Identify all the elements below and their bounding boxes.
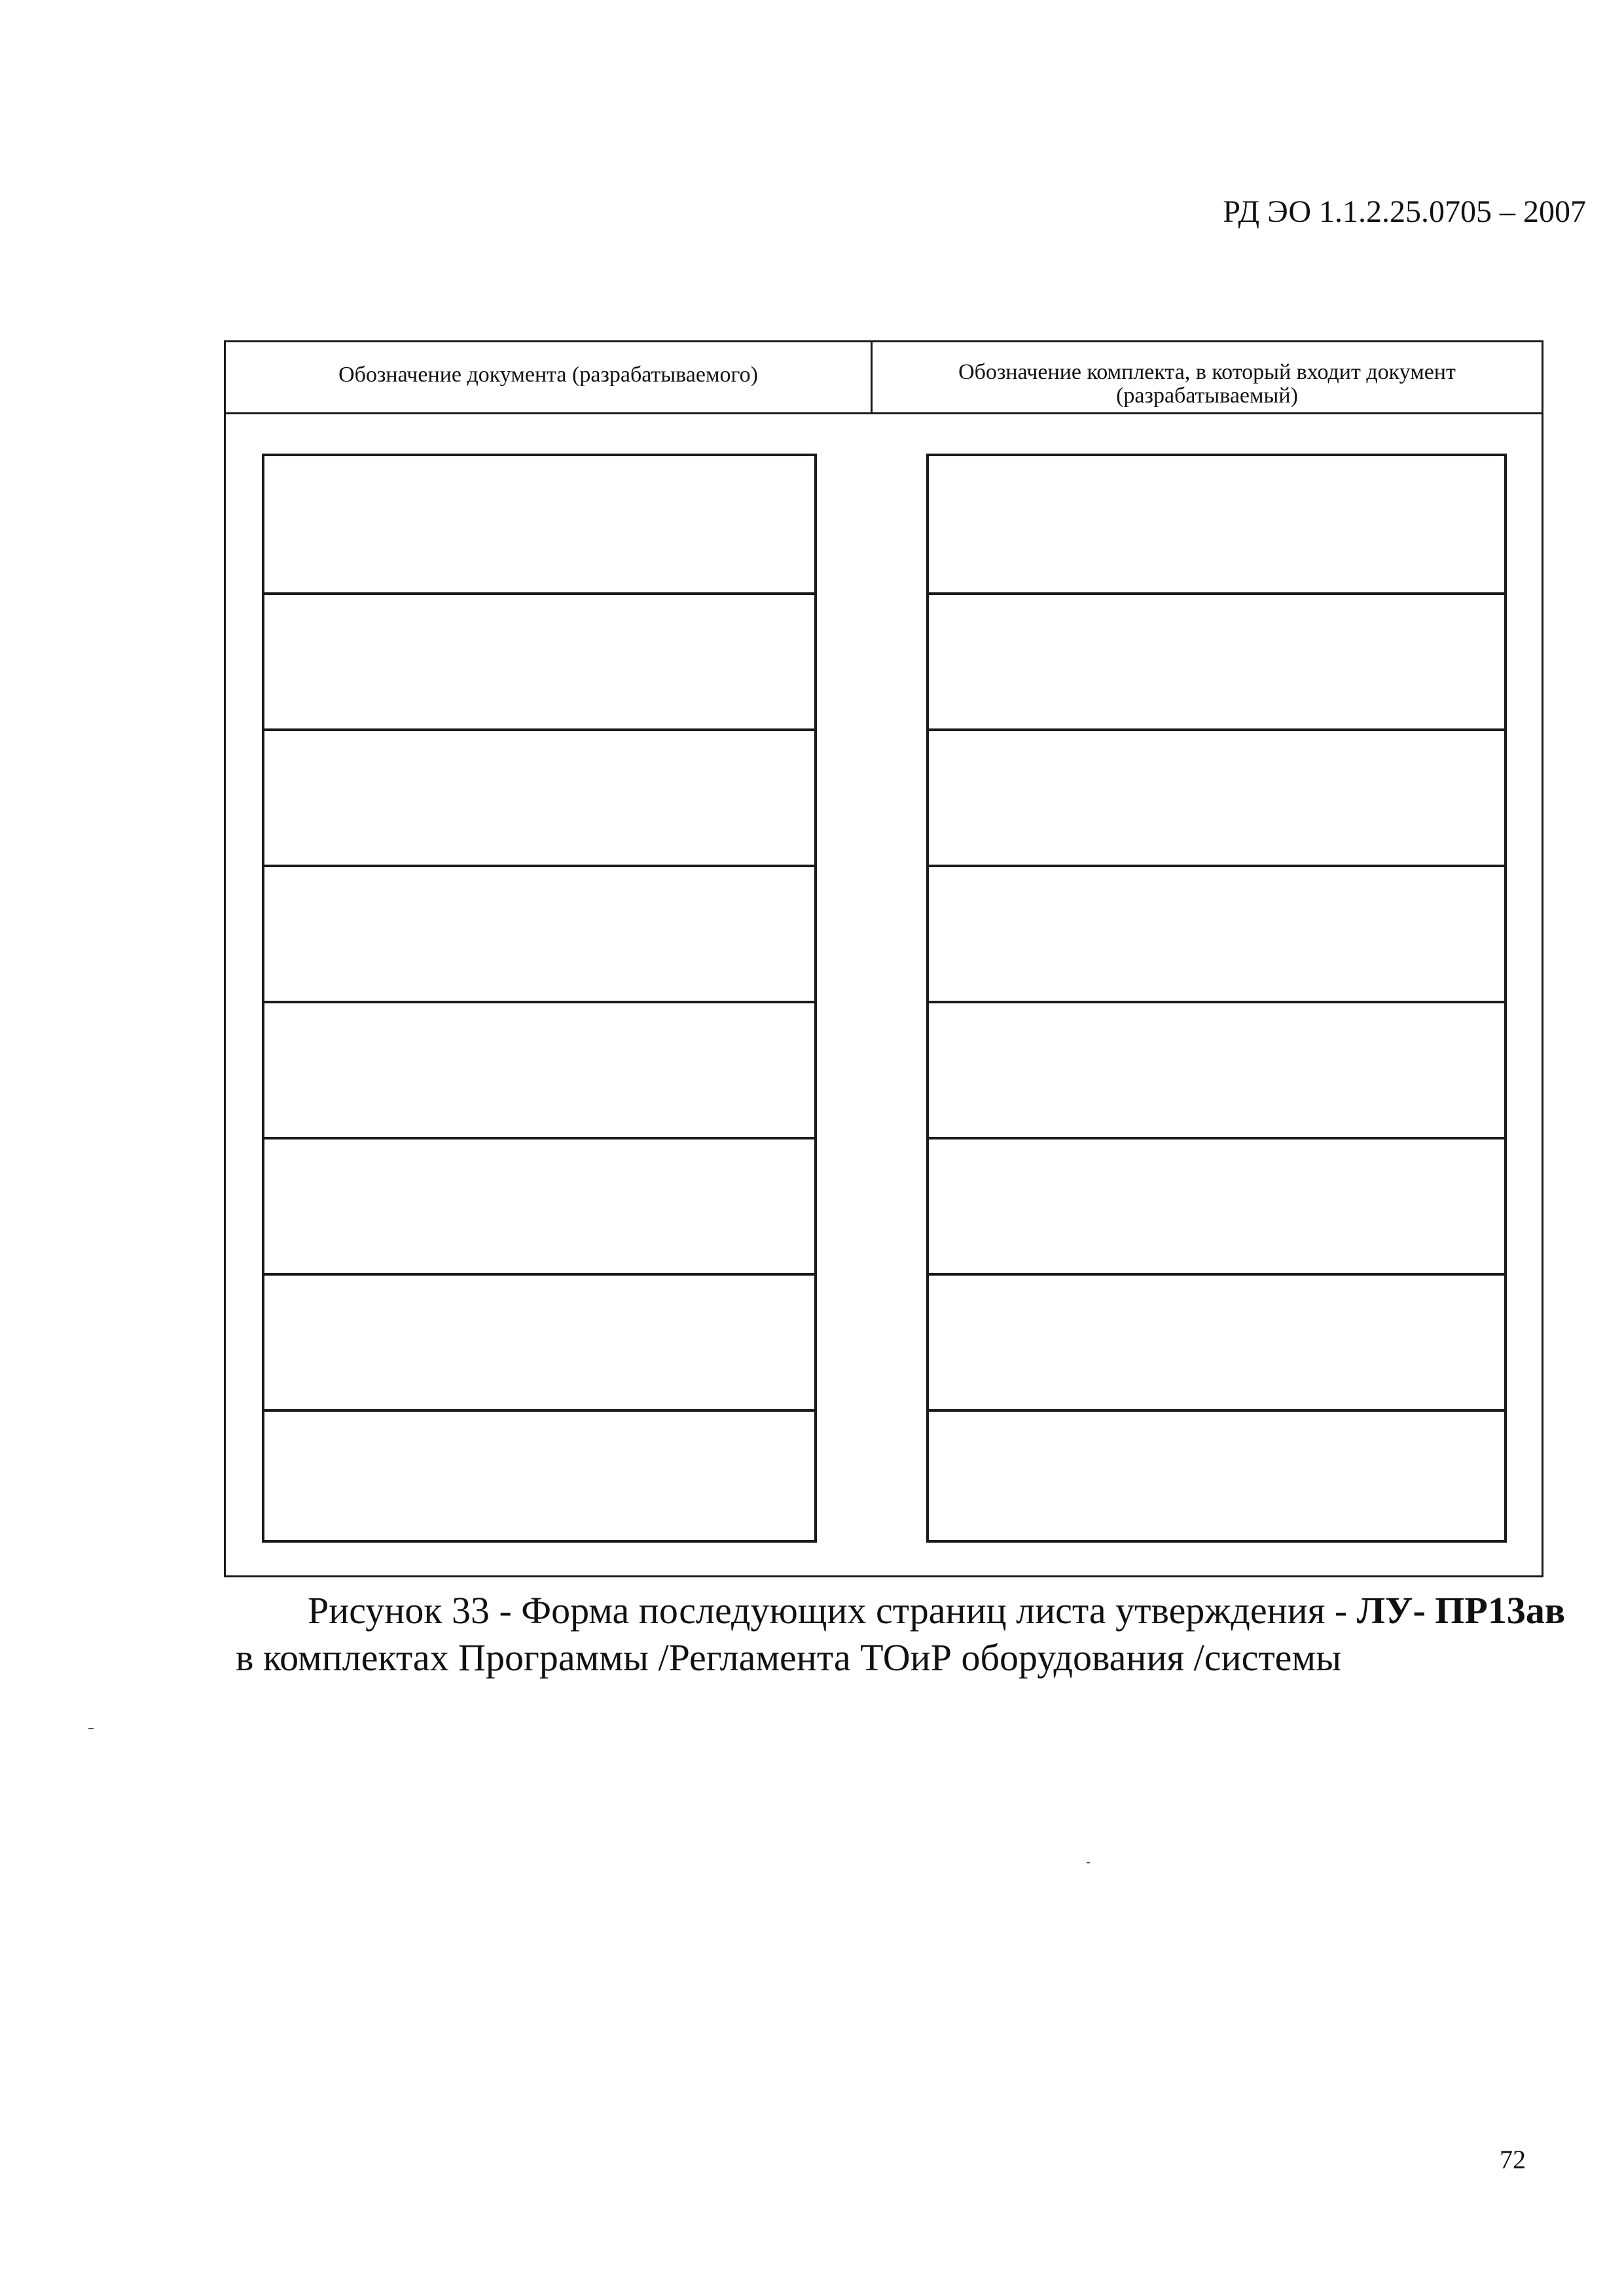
designation-cell[interactable] bbox=[264, 1137, 814, 1273]
designation-cell[interactable] bbox=[264, 865, 814, 1001]
caption-form-code: ЛУ- ПР13ав bbox=[1356, 1589, 1566, 1632]
column-header-set: Обозначение комплекта, в который входит документ (разрабатываемый) bbox=[958, 360, 1456, 408]
set-cell[interactable] bbox=[929, 728, 1504, 865]
page-number: 72 bbox=[1500, 2145, 1526, 2174]
designation-cell[interactable] bbox=[264, 592, 814, 728]
set-cell[interactable] bbox=[929, 865, 1504, 1001]
set-cell[interactable] bbox=[929, 1409, 1504, 1540]
designation-cell[interactable] bbox=[264, 728, 814, 865]
designation-cell[interactable] bbox=[264, 1273, 814, 1409]
approval-form-frame bbox=[224, 340, 1543, 1577]
scan-speck bbox=[88, 1728, 94, 1729]
caption-prefix: Рисунок 33 - Форма последующих страниц листа утверждения - bbox=[308, 1589, 1357, 1632]
designation-cell[interactable] bbox=[264, 1001, 814, 1137]
scan-speck bbox=[1087, 1862, 1090, 1863]
set-cell[interactable] bbox=[929, 1001, 1504, 1137]
figure-caption bbox=[236, 1587, 1566, 1681]
caption-line-1 bbox=[236, 1587, 1566, 1634]
designation-cell[interactable] bbox=[264, 1409, 814, 1540]
set-cell[interactable] bbox=[929, 1137, 1504, 1273]
column-header-document: Обозначение документа (разрабатываемого) bbox=[226, 342, 873, 412]
document-designation-cells bbox=[262, 454, 817, 1543]
set-cell[interactable] bbox=[929, 592, 1504, 728]
set-designation-cells bbox=[926, 454, 1507, 1543]
set-cell[interactable] bbox=[929, 1273, 1504, 1409]
designation-cell[interactable] bbox=[264, 456, 814, 592]
set-cell[interactable] bbox=[929, 456, 1504, 592]
document-code: РД ЭО 1.1.2.25.0705 – 2007 bbox=[1223, 194, 1586, 229]
caption-line-2: в комплектах Программы /Регламента ТОиР оборудования /системы bbox=[236, 1636, 1342, 1679]
form-header-row bbox=[226, 342, 1542, 414]
